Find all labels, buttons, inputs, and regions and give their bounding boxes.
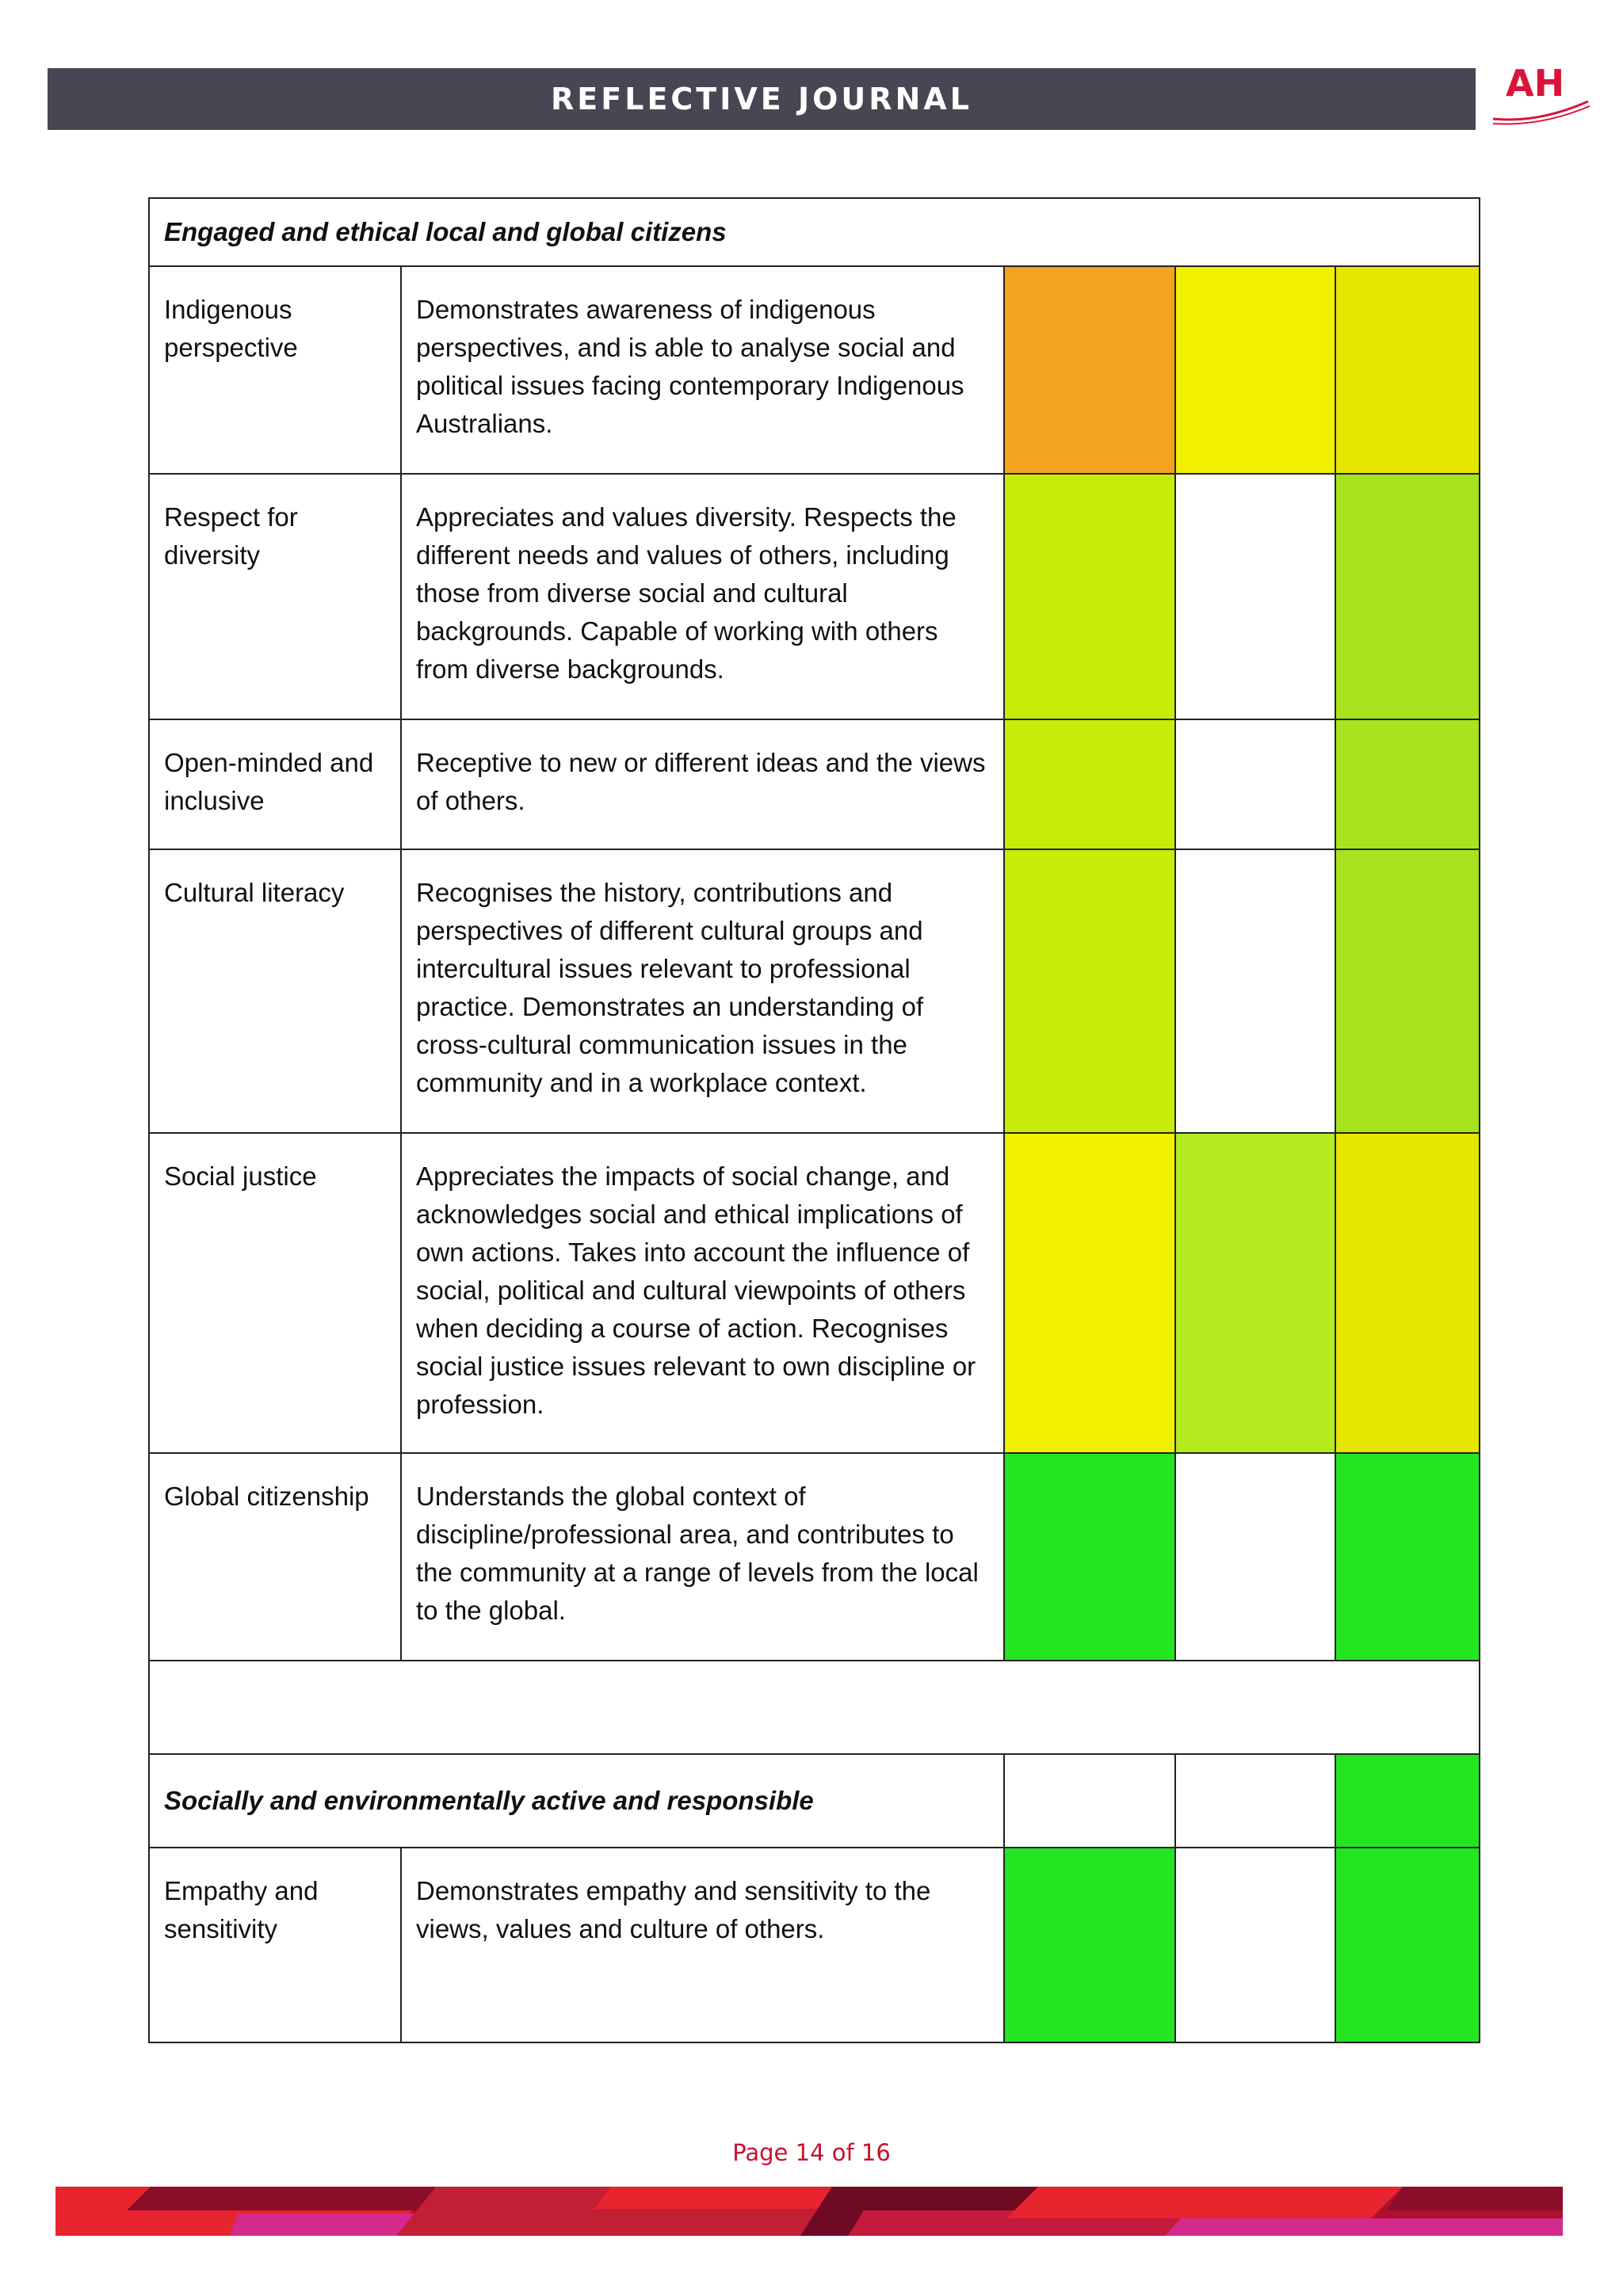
criterion-label: Global citizenship	[164, 1482, 369, 1511]
rating-cell	[1004, 1453, 1175, 1661]
logo-text: AH	[1506, 62, 1565, 105]
header-bar	[48, 68, 1476, 130]
spacer-row	[149, 1661, 1480, 1754]
rating-cell	[1335, 719, 1480, 849]
page-title: REFLECTIVE JOURNAL	[551, 82, 972, 116]
rating-cell	[1175, 1453, 1335, 1661]
footer-decorative-band	[55, 2187, 1563, 2236]
table-row	[149, 474, 1480, 719]
rating-cell	[1004, 849, 1175, 1133]
rating-cell	[1004, 1133, 1175, 1453]
description-cell	[401, 849, 1004, 1133]
rating-cell	[1004, 474, 1175, 719]
rating-cell	[1004, 1848, 1175, 2042]
criterion-description: Recognises the history, contributions and perspectives of different cultural groups and intercultural issues relevant to professional practice. Demonstrates an understanding of cross-cultural communication issues in the community and in a workplace context.	[416, 878, 924, 1097]
rating-cell	[1004, 719, 1175, 849]
criterion-label: Open-minded and inclusive	[164, 748, 374, 815]
section-title-cell	[149, 1754, 1004, 1848]
section-title: Socially and environmentally active and responsible	[164, 1786, 814, 1815]
criterion-label: Social justice	[164, 1161, 317, 1191]
table-row	[149, 1848, 1480, 2042]
criterion-description: Understands the global context of discipline/professional area, and contributes to the community at a range of levels from the local to the global.	[416, 1482, 979, 1625]
rating-cell	[1004, 266, 1175, 474]
rating-cell	[1175, 1133, 1335, 1453]
criterion-label: Indigenous perspective	[164, 295, 298, 362]
ah-logo	[1490, 55, 1593, 135]
criterion-description: Appreciates and values diversity. Respects the different needs and values of others, including those from diverse social and cultural backgrounds. Capable of working with others from diverse backgrounds.	[416, 502, 957, 684]
rating-cell	[1335, 474, 1480, 719]
description-cell	[401, 474, 1004, 719]
section-title: Engaged and ethical local and global citizens	[164, 217, 727, 246]
criterion-cell	[149, 1453, 401, 1661]
logo-swoosh-icon	[1490, 97, 1593, 128]
criterion-cell	[149, 1133, 401, 1453]
rating-cell	[1175, 849, 1335, 1133]
description-cell	[401, 266, 1004, 474]
rating-cell	[1335, 1754, 1480, 1848]
rating-cell	[1175, 719, 1335, 849]
criterion-cell	[149, 474, 401, 719]
section-header-row	[149, 1754, 1480, 1848]
rating-cell	[1175, 266, 1335, 474]
description-cell	[401, 1848, 1004, 2042]
description-cell	[401, 1133, 1004, 1453]
criterion-description: Demonstrates empathy and sensitivity to the views, values and culture of others.	[416, 1876, 931, 1943]
table-row	[149, 849, 1480, 1133]
criterion-description: Appreciates the impacts of social change, and acknowledges social and ethical implications of own actions. Takes into account the influence of social, political and cultural viewpoints of others when deciding a course of action. Recognises social justice issues relevant to own discipline or profession.	[416, 1161, 976, 1419]
criterion-cell	[149, 719, 401, 849]
empty-cell	[149, 1661, 1480, 1754]
criterion-label: Respect for diversity	[164, 502, 298, 570]
page-number: Page 14 of 16	[732, 2139, 891, 2166]
rating-cell	[1335, 1453, 1480, 1661]
rating-cell	[1335, 1848, 1480, 2042]
rating-cell	[1335, 849, 1480, 1133]
section-header-row	[149, 198, 1480, 266]
criterion-cell	[149, 266, 401, 474]
table-row	[149, 719, 1480, 849]
table-row	[149, 1133, 1480, 1453]
description-cell	[401, 1453, 1004, 1661]
criterion-label: Empathy and sensitivity	[164, 1876, 319, 1943]
section-title-cell	[149, 198, 1480, 266]
rating-cell	[1335, 266, 1480, 474]
rating-cell	[1175, 1754, 1335, 1848]
table-row	[149, 266, 1480, 474]
criterion-cell	[149, 1848, 401, 2042]
criterion-label: Cultural literacy	[164, 878, 345, 907]
criterion-description: Demonstrates awareness of indigenous perspectives, and is able to analyse social and political issues facing contemporary Indigenous Australians.	[416, 295, 964, 438]
criterion-description: Receptive to new or different ideas and the views of others.	[416, 748, 986, 815]
rubric-table	[148, 197, 1480, 2043]
table-row	[149, 1453, 1480, 1661]
criterion-cell	[149, 849, 401, 1133]
rating-cell	[1175, 474, 1335, 719]
rating-cell	[1004, 1754, 1175, 1848]
rating-cell	[1335, 1133, 1480, 1453]
description-cell	[401, 719, 1004, 849]
rating-cell	[1175, 1848, 1335, 2042]
